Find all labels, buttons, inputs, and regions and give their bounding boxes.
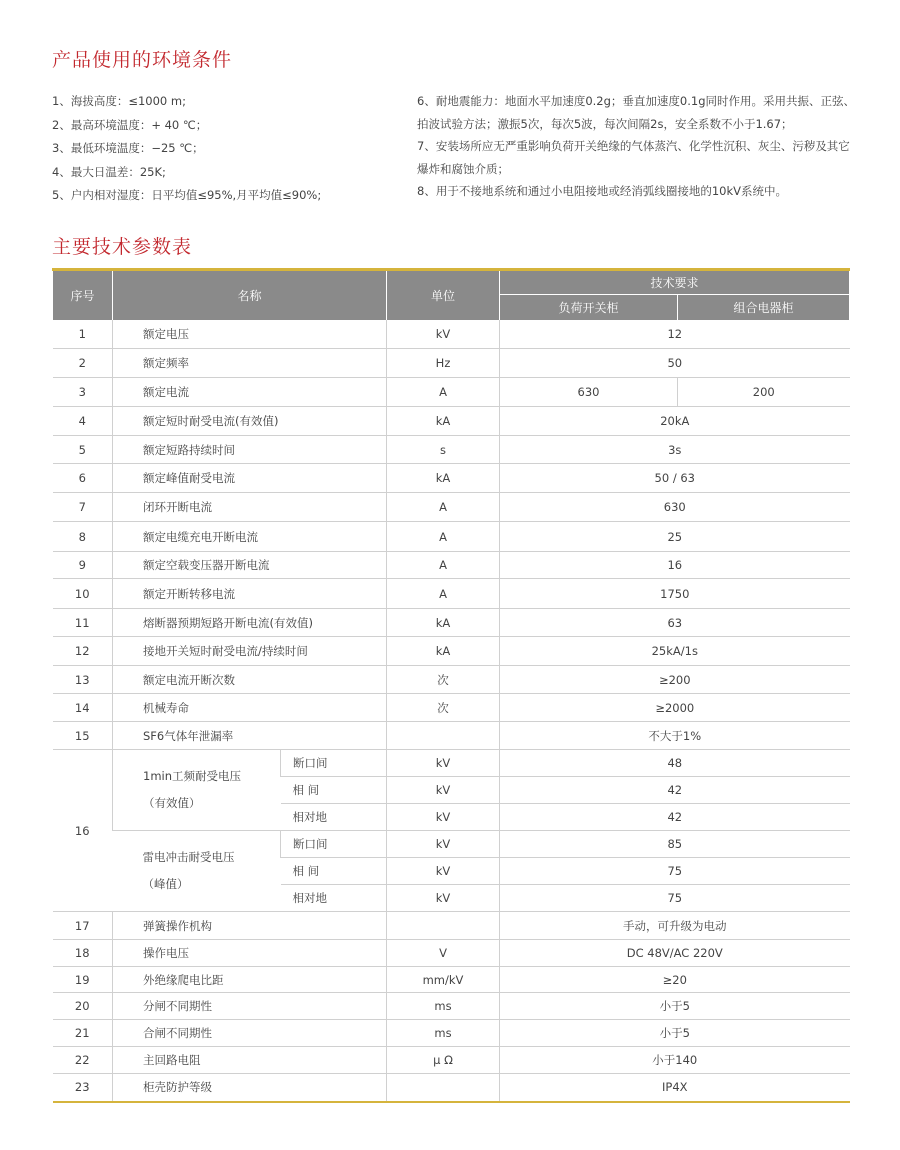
- cell-value: 50 / 63: [500, 464, 850, 493]
- cell-no: 5: [53, 436, 113, 464]
- cell-name: 额定电缆充电开断电流: [113, 522, 387, 552]
- cell-value: 12: [500, 320, 850, 349]
- cell-value: 3s: [500, 436, 850, 464]
- cell-name: 柜壳防护等级: [113, 1074, 387, 1102]
- cell-value: 63: [500, 609, 850, 637]
- cell-name: 额定电流开断次数: [113, 666, 387, 694]
- table-row: [53, 940, 850, 967]
- table-row: [53, 609, 850, 637]
- cell-unit: A: [387, 552, 500, 579]
- cell-no: 7: [53, 493, 113, 522]
- cell-unit: ms: [387, 1020, 500, 1047]
- cell-value: 小于5: [500, 993, 850, 1020]
- cell-value: DC 48V/AC 220V: [500, 940, 850, 967]
- cell-name: 额定开断转移电流: [113, 579, 387, 609]
- cell-no: 21: [53, 1020, 113, 1047]
- table-row: [53, 666, 850, 694]
- cell-value: ≥2000: [500, 694, 850, 722]
- cell-group-power-frequency: [113, 750, 281, 831]
- cell-no: 17: [53, 912, 113, 940]
- env-item: 6、耐地震能力：地面水平加速度0.2g；垂直加速度0.1g同时作用。采用共振、正弦、拍波试验方法；激振5次，每次5波，每次间隔2s，安全系数不小于1.67；: [417, 94, 855, 131]
- cell-no: 6: [53, 464, 113, 493]
- cell-value-combined: 200: [678, 378, 850, 407]
- cell-unit: A: [387, 378, 500, 407]
- cell-no: 4: [53, 407, 113, 436]
- header-tech-requirements: 技术要求: [500, 270, 850, 295]
- table-row: [53, 407, 850, 436]
- cell-no: 13: [53, 666, 113, 694]
- cell-value: 50: [500, 349, 850, 378]
- cell-unit: mm/kV: [387, 967, 500, 993]
- cell-sub-label: 断口间: [281, 750, 387, 777]
- cell-unit: kV: [387, 750, 500, 777]
- cell-no: 12: [53, 637, 113, 666]
- header-combined-cabinet: 组合电器柜: [678, 295, 850, 320]
- header-name: 名称: [113, 270, 387, 320]
- cell-name: 分闸不同期性: [113, 993, 387, 1020]
- table-row: [53, 637, 850, 666]
- environment-conditions-right: [417, 90, 857, 203]
- table-row: [53, 552, 850, 579]
- cell-value: 小于5: [500, 1020, 850, 1047]
- cell-no: 22: [53, 1047, 113, 1074]
- cell-value: 48: [500, 750, 850, 777]
- table-row: [53, 464, 850, 493]
- cell-value: 16: [500, 552, 850, 579]
- cell-unit: A: [387, 522, 500, 552]
- cell-unit: 次: [387, 666, 500, 694]
- env-item: 1、海拔高度：≤1000 m;: [52, 94, 186, 108]
- cell-group-lightning-impulse: [113, 831, 281, 912]
- cell-unit: kV: [387, 804, 500, 831]
- table-row: [53, 320, 850, 349]
- table-row: [53, 750, 850, 777]
- cell-sub-label: 相对地: [281, 804, 387, 831]
- cell-no: 20: [53, 993, 113, 1020]
- cell-no: 8: [53, 522, 113, 552]
- cell-sub-label: 断口间: [281, 831, 387, 858]
- table-row: [53, 694, 850, 722]
- table-row: [53, 349, 850, 378]
- cell-name: 额定峰值耐受电流: [113, 464, 387, 493]
- cell-name: 主回路电阻: [113, 1047, 387, 1074]
- table-row: [53, 993, 850, 1020]
- table-row: [53, 912, 850, 940]
- env-item: 2、最高环境温度：+ 40 ℃；: [52, 117, 208, 132]
- cell-sub-label: 相对地: [281, 885, 387, 912]
- cell-unit: Hz: [387, 349, 500, 378]
- cell-sub-label: 相 间: [281, 858, 387, 885]
- table-row: [53, 1020, 850, 1047]
- env-item: 5、户内相对湿度：日平均值≤95%,月平均值≤90%;: [52, 188, 322, 202]
- cell-unit: kV: [387, 858, 500, 885]
- cell-value: 25kA/1s: [500, 637, 850, 666]
- table-row: [53, 831, 850, 858]
- table-row: [53, 436, 850, 464]
- cell-name: 操作电压: [113, 940, 387, 967]
- cell-name: 额定空载变压器开断电流: [113, 552, 387, 579]
- cell-no: 18: [53, 940, 113, 967]
- cell-value: 75: [500, 885, 850, 912]
- cell-unit: [387, 912, 500, 940]
- cell-value: 75: [500, 858, 850, 885]
- cell-name: 熔断器预期短路开断电流(有效值): [113, 609, 387, 637]
- cell-name: 额定电流: [113, 378, 387, 407]
- group-line: （峰值）: [142, 877, 189, 891]
- cell-value: 42: [500, 777, 850, 804]
- cell-no: 3: [53, 378, 113, 407]
- cell-value: IP4X: [500, 1074, 850, 1102]
- cell-unit: [387, 722, 500, 750]
- cell-value: 85: [500, 831, 850, 858]
- cell-value: 630: [500, 493, 850, 522]
- cell-no: 11: [53, 609, 113, 637]
- table-row: [53, 1074, 850, 1102]
- cell-unit: 次: [387, 694, 500, 722]
- header-no: 序号: [53, 270, 113, 320]
- cell-no: 19: [53, 967, 113, 993]
- section-title-environment: 产品使用的环境条件: [52, 49, 233, 71]
- cell-name: 弹簧操作机构: [113, 912, 387, 940]
- cell-unit: kA: [387, 407, 500, 436]
- cell-unit: s: [387, 436, 500, 464]
- cell-value: 不大于1%: [500, 722, 850, 750]
- cell-value: 25: [500, 522, 850, 552]
- cell-unit: A: [387, 493, 500, 522]
- cell-unit: kV: [387, 831, 500, 858]
- cell-unit: ms: [387, 993, 500, 1020]
- env-item: 4、最大日温差：25K;: [52, 164, 166, 179]
- cell-name: 机械寿命: [113, 694, 387, 722]
- cell-name: 合闸不同期性: [113, 1020, 387, 1047]
- group-line: （有效值）: [143, 796, 201, 810]
- cell-no: 1: [53, 320, 113, 349]
- cell-name: 额定频率: [113, 349, 387, 378]
- cell-name: SF6气体年泄漏率: [113, 722, 387, 750]
- table-row: [53, 493, 850, 522]
- table-row: [53, 378, 850, 407]
- cell-value: 小于140: [500, 1047, 850, 1074]
- cell-sub-label: 相 间: [281, 777, 387, 804]
- cell-value: ≥200: [500, 666, 850, 694]
- table-row: [53, 722, 850, 750]
- cell-unit: μ Ω: [387, 1047, 500, 1074]
- cell-value-load-switch: 630: [500, 378, 678, 407]
- env-item: 7、安装场所应无严重影响负荷开关绝缘的气体蒸汽、化学性沉积、灰尘、污秽及其它爆炸和腐蚀介质；: [417, 139, 850, 176]
- cell-value: 20kA: [500, 407, 850, 436]
- table-row: [53, 579, 850, 609]
- cell-value: 1750: [500, 579, 850, 609]
- group-line: 雷电冲击耐受电压: [142, 850, 235, 864]
- header-load-switch-cabinet: 负荷开关柜: [500, 295, 678, 320]
- cell-name: 额定电压: [113, 320, 387, 349]
- cell-name: 额定短路持续时间: [113, 436, 387, 464]
- cell-unit: kA: [387, 637, 500, 666]
- cell-no: 23: [53, 1074, 113, 1102]
- cell-unit: [387, 1074, 500, 1102]
- cell-unit: kA: [387, 464, 500, 493]
- cell-no: 14: [53, 694, 113, 722]
- table-row: [53, 522, 850, 552]
- table-row: [53, 967, 850, 993]
- group-line: 1min工频耐受电压: [143, 769, 242, 783]
- cell-no: 2: [53, 349, 113, 378]
- cell-unit: A: [387, 579, 500, 609]
- cell-unit: kV: [387, 885, 500, 912]
- cell-name: 外绝缘爬电比距: [113, 967, 387, 993]
- section-title-specs: 主要技术参数表: [52, 236, 193, 258]
- table-row: [53, 1047, 850, 1074]
- cell-no: 10: [53, 579, 113, 609]
- environment-conditions-left: [52, 90, 392, 208]
- cell-no: 9: [53, 552, 113, 579]
- env-item: 8、用于不接地系统和通过小电阻接地或经消弧线圈接地的10kV系统中。: [417, 184, 787, 198]
- header-unit: 单位: [387, 270, 500, 320]
- cell-unit: kV: [387, 320, 500, 349]
- cell-value: ≥20: [500, 967, 850, 993]
- spec-table: [52, 268, 850, 1103]
- cell-name: 额定短时耐受电流(有效值): [113, 407, 387, 436]
- cell-no: 15: [53, 722, 113, 750]
- cell-no: 16: [53, 750, 113, 912]
- cell-unit: V: [387, 940, 500, 967]
- cell-value: 手动，可升级为电动: [500, 912, 850, 940]
- cell-value: 42: [500, 804, 850, 831]
- cell-name: 接地开关短时耐受电流/持续时间: [113, 637, 387, 666]
- cell-unit: kA: [387, 609, 500, 637]
- cell-name: 闭环开断电流: [113, 493, 387, 522]
- env-item: 3、最低环境温度：−25 ℃；: [52, 141, 204, 155]
- cell-unit: kV: [387, 777, 500, 804]
